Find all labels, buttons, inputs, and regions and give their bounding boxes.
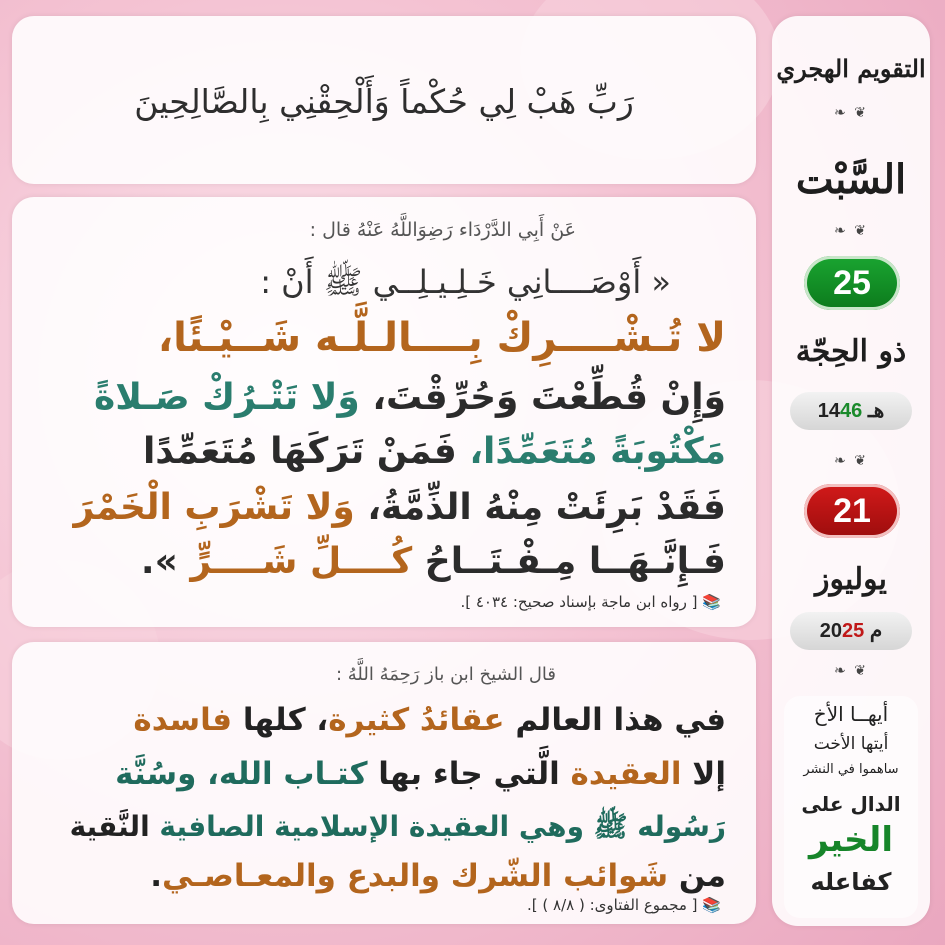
ornament-divider: ❦ ❧ [834, 663, 868, 679]
hadith-line-5-c: ». [140, 541, 191, 582]
ibn-baz-line-4-b: شَوائب الشّرك والبدع والمعـاصـي [161, 858, 669, 894]
ibn-baz-line-4-a: من [668, 858, 726, 894]
hijri-day-badge: 25 [804, 256, 900, 310]
appeal-line-3: ساهموا في النشر [803, 762, 899, 777]
calendar-title: التقويم الهجري [776, 54, 926, 83]
hijri-year [790, 392, 912, 430]
ornament-divider: ❦ ❧ [834, 223, 868, 239]
ibn-baz-line-2 [37, 756, 726, 792]
hadith-line-2 [42, 377, 726, 418]
ornament-divider: ❦ ❧ [834, 105, 868, 121]
gregorian-month: يوليوز [814, 562, 888, 597]
hadith-line-2-a: وَإِنْ قُطِّعْتَ وَحُرِّقْتَ، [359, 377, 726, 418]
hadith-line-2-b: وَلا تَتْـرُكْ صَـلاةً [93, 377, 360, 418]
ibn-baz-line-3-a: رَسُوله ﷺ وهي [509, 810, 726, 843]
book-icon: 📚 [702, 593, 721, 611]
ornament-divider: ❦ ❧ [834, 453, 868, 469]
ibn-baz-line-3-b: العقيدة الإسلامية الصافية [159, 810, 510, 843]
dua-text: رَبِّ هَبْ لِي حُكْماً وَأَلْحِقْنِي بِالصَّالِحِينَ [134, 82, 634, 121]
hadith-source [460, 593, 721, 611]
ibn-baz-card [12, 642, 756, 924]
ibn-baz-line-4-c: . [150, 858, 162, 894]
hadith-line-4-a: فَقَدْ بَرِئَتْ مِنْهُ الذِّمَّةُ، [354, 487, 726, 528]
ibn-baz-line-1-d: فاسدة [133, 702, 233, 738]
hijri-calendar-sidebar [772, 16, 930, 926]
appeal-line-4: الدال على [801, 792, 901, 816]
gregorian-suffix: م [869, 620, 883, 642]
appeal-line-5: الخير [809, 820, 893, 860]
ibn-baz-intro: قال الشيخ ابن باز رَحِمَهُ اللَّهُ : [335, 664, 556, 685]
hadith-line-4 [42, 487, 726, 528]
hadith-line-4-b: وَلا تَشْرَبِ الْخَمْرَ [73, 487, 355, 528]
appeal-line-6: كفاعله [810, 868, 892, 896]
hadith-line-3 [42, 431, 726, 472]
ibn-baz-line-1-c: ، كلها [232, 702, 329, 738]
ibn-baz-line-2-d: كتـاب الله [218, 756, 368, 792]
book-icon: 📚 [702, 896, 721, 914]
gregorian-day-badge: 21 [804, 484, 900, 538]
appeal-line-2: أيتها الأخت [813, 734, 889, 754]
gregorian-year-part-2: 25 [842, 620, 865, 642]
ibn-baz-line-3-c: النَّقية [69, 810, 160, 843]
ibn-baz-line-3 [37, 810, 726, 850]
ibn-baz-line-2-b: العقيدة [570, 756, 682, 792]
hadith-line-3-b: فَمَنْ تَرَكَهَا مُتَعَمِّدًا [142, 431, 457, 472]
hijri-year-part-2: 46 [840, 400, 863, 422]
ibn-baz-line-2-c: الَّتي جاء بها [367, 756, 571, 792]
hadith-line-3-a: مَكْتُوبَةً مُتَعَمِّدًا، [456, 431, 726, 472]
hadith-line-5-a: فَـإِنَّـهَــا مِـفْـتَــاحُ [412, 541, 726, 582]
hadith-source-text: [ رواه ابن ماجة بإسناد صحيح: ٤٠٣٤ ]. [460, 593, 698, 611]
hijri-suffix: هـ [867, 400, 885, 422]
gregorian-year-part-1: 20 [819, 620, 843, 642]
ibn-baz-line-1-b: عقائدُ كثيرة [328, 702, 505, 738]
hadith-quote-opening: « أَوْصَــــانِي خَـلِـيـلِــي ﷺ أَنْ : [260, 263, 671, 301]
share-appeal-box [784, 696, 918, 918]
ibn-baz-line-2-a: إلا [681, 756, 726, 792]
hadith-line-5 [42, 541, 726, 582]
hadith-intro: عَنْ أَبِي الدَّرْدَاء رَضِوَاللَّهُ عَنْهُ قال : [309, 219, 576, 241]
ibn-baz-line-1 [37, 702, 726, 738]
hijri-month: ذو الحِجّة [795, 334, 907, 369]
appeal-line-1: أيهــا الأخ [813, 702, 889, 726]
hadith-card [12, 197, 756, 627]
ibn-baz-line-1-a: في هذا العالم [504, 702, 726, 738]
ibn-baz-line-2-e: ، وسُنَّة [115, 756, 219, 792]
ibn-baz-source-text: [ مجموع الفتاوى: ( ٨/٨ ) ]. [527, 896, 698, 914]
ibn-baz-line-4 [37, 858, 726, 894]
gregorian-year [790, 612, 912, 650]
day-name: السَّبْت [795, 156, 907, 203]
dua-card [12, 16, 756, 184]
ibn-baz-source [527, 896, 721, 914]
hijri-year-part-1: 14 [817, 400, 841, 422]
hadith-line-5-b: كُــــلِّ شَــــرٍّ [190, 541, 413, 582]
hadith-line-1: لا تُـشْــــرِكْ بِــــالـلَّـه شَــيْـئًا، [157, 315, 726, 361]
